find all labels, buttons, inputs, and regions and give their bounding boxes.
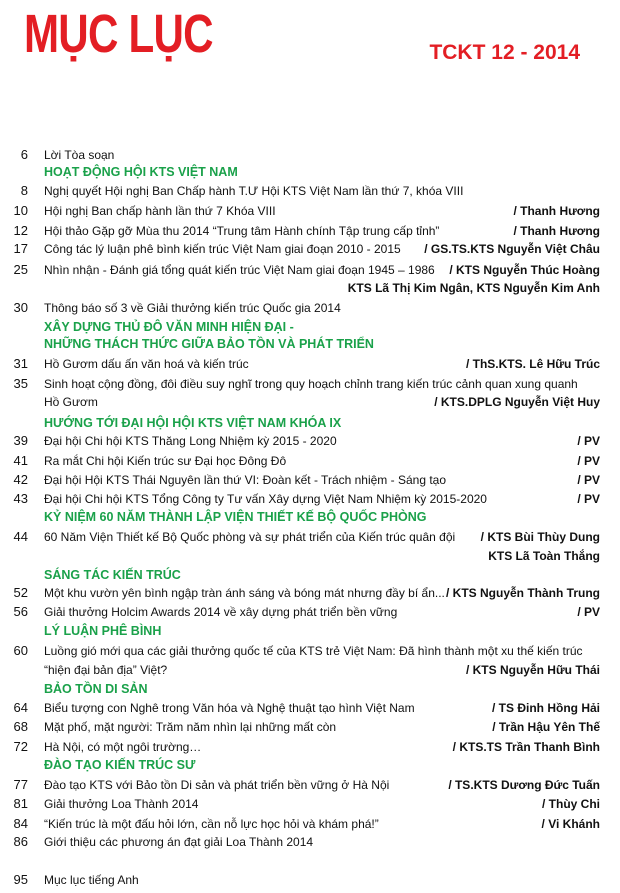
article-title: Hội thảo Gặp gỡ Mùa thu 2014 “Trung tâm Hành chính Tập trung cấp tỉnh” bbox=[44, 224, 440, 238]
page-number: 77 bbox=[13, 777, 28, 792]
article-author: / Thùy Chi bbox=[542, 797, 600, 811]
toc-section-heading bbox=[0, 318, 620, 336]
section-heading-text: BẢO TỒN DI SẢN bbox=[44, 682, 148, 696]
toc-section-heading bbox=[0, 622, 620, 640]
article-author: / Vi Khánh bbox=[541, 817, 600, 831]
article-author: / ThS.KTS. Lê Hữu Trúc bbox=[465, 357, 600, 371]
section-heading-text: HƯỚNG TỚI ĐẠI HỘI HỘI KTS VIỆT NAM KHÓA IX bbox=[44, 416, 342, 430]
article-title: Công tác lý luận phê bình kiến trúc Việt Nam giai đoạn 2010 - 2015 bbox=[44, 242, 401, 256]
article-title: Mục lục tiếng Anh bbox=[44, 873, 139, 887]
section-heading-text: SÁNG TÁC KIẾN TRÚC bbox=[44, 568, 181, 582]
section-heading-text: HOẠT ĐỘNG HỘI KTS VIỆT NAM bbox=[44, 165, 238, 179]
page-number: 42 bbox=[13, 472, 28, 487]
article-author: / Thanh Hương bbox=[513, 204, 600, 218]
article-author: / PV bbox=[577, 492, 600, 506]
page-number: 86 bbox=[13, 834, 28, 849]
article-title: “Kiến trúc là một đấu hỏi lớn, cần nỗ lực học hỏi và khám phá!” bbox=[44, 817, 379, 831]
article-title: Lời Tòa soạn bbox=[44, 148, 115, 162]
article-author: / KTS Bùi Thùy Dung bbox=[480, 530, 600, 544]
toc-entry[interactable] bbox=[0, 642, 620, 660]
article-title: Đại hội Chi hội KTS Thăng Long Nhiệm kỳ 2015 - 2020 bbox=[44, 434, 337, 448]
article-title: Nghị quyết Hội nghị Ban Chấp hành T.Ư Hội KTS Việt Nam lần thứ 7, khóa VIII bbox=[44, 184, 464, 198]
toc-entry[interactable] bbox=[0, 393, 620, 411]
section-heading-text: ĐÀO TẠO KIẾN TRÚC SƯ bbox=[44, 758, 196, 772]
toc-entry[interactable] bbox=[0, 490, 620, 508]
page-number: 10 bbox=[13, 203, 28, 218]
article-title: Giới thiệu các phương án đạt giải Loa Thành 2014 bbox=[44, 835, 314, 849]
article-title: Ra mắt Chi hội Kiến trúc sư Đại học Đông Đô bbox=[44, 454, 287, 468]
page-number: 68 bbox=[13, 719, 28, 734]
masthead-title: MỤC LỤC bbox=[24, 4, 213, 64]
page-number: 84 bbox=[13, 816, 28, 831]
toc-entry[interactable] bbox=[0, 222, 620, 240]
issue-label: TCKT 12 - 2014 bbox=[429, 41, 580, 64]
article-title: Sinh hoạt cộng đồng, đôi điều suy nghĩ trong quy hoạch chỉnh trang kiến trúc cảnh quan xung quanh bbox=[44, 377, 578, 391]
article-title: Nhìn nhận - Đánh giá tổng quát kiến trúc Việt Nam giai đoạn 1945 – 1986 bbox=[44, 263, 435, 277]
toc-entry[interactable] bbox=[0, 718, 620, 736]
article-author: / PV bbox=[577, 434, 600, 448]
article-author: KTS Lã Toàn Thắng bbox=[488, 549, 600, 563]
toc-section-heading bbox=[0, 756, 620, 774]
toc-entry[interactable] bbox=[0, 699, 620, 717]
page-number: 60 bbox=[13, 643, 28, 658]
article-author: / PV bbox=[577, 473, 600, 487]
toc-entry[interactable] bbox=[0, 833, 620, 851]
toc-entry[interactable] bbox=[0, 432, 620, 450]
article-title: 60 Năm Viện Thiết kế Bộ Quốc phòng và sự phát triển của Kiến trúc quân đội bbox=[44, 530, 456, 544]
page-number: 56 bbox=[13, 604, 28, 619]
page-number: 44 bbox=[13, 529, 28, 544]
article-author: / PV bbox=[577, 454, 600, 468]
toc-entry[interactable] bbox=[0, 182, 620, 200]
page-number: 41 bbox=[13, 453, 28, 468]
toc-section-heading bbox=[0, 414, 620, 432]
toc-section-heading bbox=[0, 335, 620, 353]
article-author: / PV bbox=[577, 605, 600, 619]
page-number: 81 bbox=[13, 796, 28, 811]
page-number: 25 bbox=[13, 262, 28, 277]
article-author: / TS.KTS Dương Đức Tuấn bbox=[448, 778, 600, 792]
section-heading-text: XÂY DỰNG THỦ ĐÔ VĂN MINH HIỆN ĐẠI - bbox=[44, 320, 294, 334]
page-number: 72 bbox=[13, 739, 28, 754]
toc-section-heading bbox=[0, 680, 620, 698]
article-author: / GS.TS.KTS Nguyễn Việt Châu bbox=[424, 242, 600, 256]
article-title: Biểu tượng con Nghê trong Văn hóa và Nghệ thuật tạo hình Việt Nam bbox=[44, 701, 415, 715]
article-author: / KTS Nguyễn Thúc Hoàng bbox=[449, 263, 600, 277]
section-heading-text: LÝ LUẬN PHÊ BÌNH bbox=[44, 624, 162, 638]
article-title: Hồ Gươm dấu ấn văn hoá và kiến trúc bbox=[44, 357, 249, 371]
section-heading-text: KỶ NIỆM 60 NĂM THÀNH LẬP VIỆN THIẾT KẾ BỘ QUỐC PHÒNG bbox=[44, 510, 427, 524]
toc-entry[interactable] bbox=[0, 471, 620, 489]
page-number: 52 bbox=[13, 585, 28, 600]
article-title: Một khu vườn yên bình ngập tràn ánh sáng và bóng mát nhưng đầy bí ẩn... bbox=[44, 586, 445, 600]
article-author: / Thanh Hương bbox=[513, 224, 600, 238]
toc-entry[interactable] bbox=[0, 355, 620, 373]
article-title: Đào tạo KTS với Bảo tồn Di sản và phát triển bền vững ở Hà Nội bbox=[44, 778, 390, 792]
article-title: Đại hội Chi hội KTS Tổng Công ty Tư vấn Xây dựng Việt Nam Nhiệm kỳ 2015-2020 bbox=[44, 492, 487, 506]
page-number: 64 bbox=[13, 700, 28, 715]
toc-entry[interactable] bbox=[0, 547, 620, 565]
page-number: 30 bbox=[13, 300, 28, 315]
toc-section-heading bbox=[0, 508, 620, 526]
article-title: Luồng gió mới qua các giải thưởng quốc tế của KTS trẻ Việt Nam: Đã hình thành một xu thế kiến trúc bbox=[44, 644, 583, 658]
toc-section-heading bbox=[0, 566, 620, 584]
page-number: 43 bbox=[13, 491, 28, 506]
toc-entry[interactable] bbox=[0, 299, 620, 317]
page-number: 6 bbox=[20, 147, 28, 162]
toc-entry[interactable] bbox=[0, 603, 620, 621]
toc-entry[interactable] bbox=[0, 795, 620, 813]
page-number: 17 bbox=[13, 241, 28, 256]
toc-entry[interactable] bbox=[0, 661, 620, 679]
article-author: / TS Đinh Hồng Hải bbox=[492, 701, 600, 715]
toc-entry[interactable] bbox=[0, 738, 620, 756]
toc-entry[interactable] bbox=[0, 261, 620, 279]
toc-entry[interactable] bbox=[0, 776, 620, 794]
page-number: 35 bbox=[13, 376, 28, 391]
toc-entry[interactable] bbox=[0, 871, 620, 889]
toc-section-heading bbox=[0, 163, 620, 181]
page-number: 8 bbox=[20, 183, 28, 198]
article-author: / Trần Hậu Yên Thế bbox=[492, 720, 600, 734]
page-number: 31 bbox=[13, 356, 28, 371]
article-author: / KTS.DPLG Nguyễn Việt Huy bbox=[434, 395, 600, 409]
toc-entry[interactable] bbox=[0, 815, 620, 833]
toc-entry[interactable] bbox=[0, 528, 620, 546]
article-title: Giải thưởng Loa Thành 2014 bbox=[44, 797, 199, 811]
section-heading-text: NHỮNG THÁCH THỨC GIỮA BẢO TỒN VÀ PHÁT TRIỂN bbox=[44, 337, 374, 351]
toc-entry[interactable] bbox=[0, 584, 620, 602]
article-title: Thông báo số 3 về Giải thưởng kiến trúc Quốc gia 2014 bbox=[44, 301, 341, 315]
page-number: 95 bbox=[13, 872, 28, 887]
article-author: / KTS Nguyễn Thành Trung bbox=[446, 586, 600, 600]
article-author: KTS Lã Thị Kim Ngân, KTS Nguyễn Kim Anh bbox=[347, 281, 600, 295]
article-title: “hiện đại bản địa” Việt? bbox=[44, 663, 168, 677]
toc-entry[interactable] bbox=[0, 202, 620, 220]
article-title: Hồ Gươm bbox=[44, 395, 98, 409]
article-title: Giải thưởng Holcim Awards 2014 về xây dựng phát triển bền vững bbox=[44, 605, 398, 619]
article-author: / KTS.TS Trần Thanh Bình bbox=[452, 740, 600, 754]
toc-entry[interactable] bbox=[0, 452, 620, 470]
toc-entry[interactable] bbox=[0, 279, 620, 297]
article-title: Mặt phố, mặt người: Trăm năm nhìn lại những mất còn bbox=[44, 720, 337, 734]
article-title: Hội nghị Ban chấp hành lần thứ 7 Khóa VIII bbox=[44, 204, 276, 218]
toc-entry[interactable] bbox=[0, 146, 620, 164]
article-title: Đại hội Hội KTS Thái Nguyên lần thứ VI: Đoàn kết - Trách nhiệm - Sáng tạo bbox=[44, 473, 447, 487]
toc-entry[interactable] bbox=[0, 375, 620, 393]
article-author: / KTS Nguyễn Hữu Thái bbox=[465, 663, 600, 677]
page-number: 39 bbox=[13, 433, 28, 448]
page-number: 12 bbox=[13, 223, 28, 238]
article-title: Hà Nội, có một ngôi trường… bbox=[44, 740, 202, 754]
toc-entry[interactable] bbox=[0, 240, 620, 258]
